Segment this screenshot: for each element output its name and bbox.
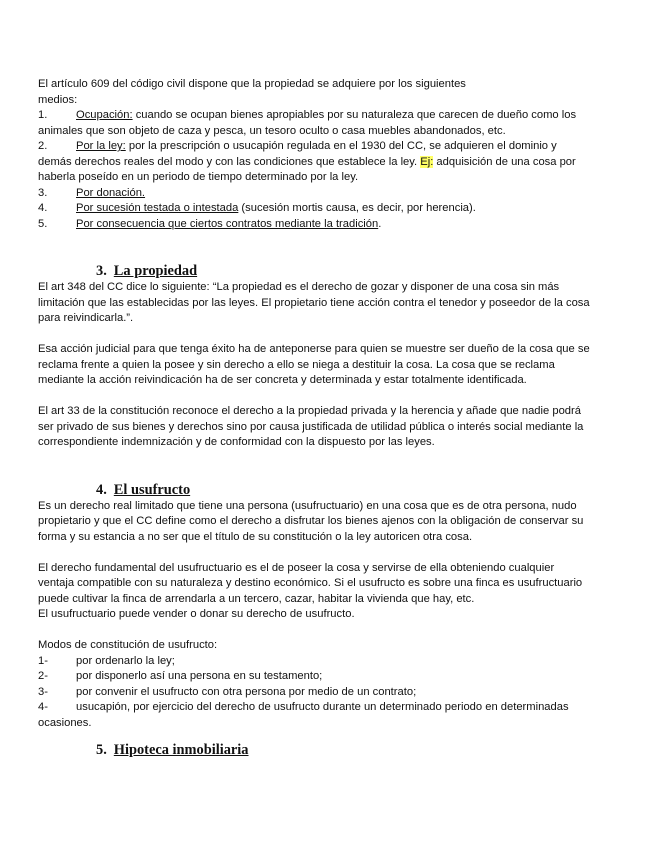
list-continuation: haberla poseído en un periodo de tiempo determinado por la ley. [38,171,359,183]
list-item [38,217,628,233]
section-number: 4. [96,481,107,498]
list-label: Por consecuencia que ciertos contratos mediante la tradición [76,217,379,230]
list-item [38,186,628,202]
list-text: por la prescripción o usucapión regulada en el 1930 del CC, se adquieren el dominio y [125,140,557,152]
list-label: Por donación. [76,186,146,199]
list-number: 3. [38,186,48,199]
paragraph-line: forma y su estancia a no ser que el título de su constitución o la ley autoricen otra cosa. [38,530,473,543]
list-number: 2- [38,670,48,682]
paragraph [38,342,628,389]
modos-list [38,654,628,732]
list-continuation [38,155,628,171]
list-item [38,669,628,685]
paragraph-line: mediante la acción reivindicación ha de ser concreta y determinada y estar totalmente identificada. [38,374,527,386]
section-number: 5. [96,742,107,758]
list-label: Ocupación: [76,109,133,121]
section-title: La propiedad [113,263,198,279]
intro-paragraph [38,77,628,108]
list-text: por disponerlo así una persona en su testamento; [76,670,323,682]
paragraph-line: El art 348 del CC dice lo siguiente: “La propiedad es el derecho de gozar y disponer de una cosa sin más [38,281,560,293]
list-text: por ordenarlo la ley; [76,654,175,667]
paragraph-line: para reivindicarla.”. [38,312,134,324]
list-number: 1. [38,109,48,121]
section-number: 3. [96,263,107,279]
paragraph-line: ventaja compatible con su naturaleza y destino económico. Si el usufructo es sobre una finca es usufructuario [38,577,583,589]
paragraph-line: limitación que las establecidas por las leyes. El propietario tiene acción contra el tenedor y poseedor de la cosa [38,296,590,309]
paragraph-line: El art 33 de la constitución reconoce el derecho a la propiedad privada y la herencia y añade que nadie podrá [38,405,581,417]
section-title: Hipoteca inmobiliaria [113,742,249,758]
paragraph [38,404,628,451]
list-text: (sucesión mortis causa, es decir, por herencia). [238,202,476,214]
list-item [38,139,628,155]
paragraph-line: El derecho fundamental del usufructuario es el de poseer la cosa y servirse de ella obteniendo cualquier [38,561,555,574]
intro-line-1: El artículo 609 del código civil dispone que la propiedad se adquiere por los siguientes [38,78,466,90]
list-label: Por sucesión testada o intestada [76,202,239,214]
section-heading-propiedad [96,262,628,280]
list-item [38,654,628,670]
list-text: . [378,217,382,230]
document-page [38,77,628,759]
paragraph-line: Esa acción judicial para que tenga éxito ha de anteponerse para quien se muestre ser dueño de la cosa que se [38,343,590,355]
list-item [38,201,628,217]
intro-line-2: medios: [38,93,78,106]
paragraph-line: puede cultivar la finca de arrendarla a un tercero, cazar, habitar la vivienda que hay, etc. [38,592,475,605]
paragraph-line: correspondiente indemnización y de conformidad con la dispuesto por las leyes. [38,436,435,448]
paragraph-line: Es un derecho real limitado que tiene una persona (usufructuario) en una cosa que es de otra persona, nudo [38,499,577,512]
list-number: 4. [38,202,48,214]
section-heading-usufructo [96,481,628,499]
list-item [38,108,628,124]
modos-title: Modos de constitución de usufructo: [38,639,218,651]
section-heading-hipoteca [96,741,628,759]
paragraph-line: El usufructuario puede vender o donar su derecho de usufructo. [38,608,355,620]
list-text: usucapión, por ejercicio del derecho de usufructo durante un determinado periodo en determinadas [76,701,569,713]
list-continuation-text: demás derechos reales del modo y con las condiciones que establece la ley. [38,155,421,168]
list-continuation: ocasiones. [38,716,92,729]
list-number: 2. [38,140,48,152]
list-continuation: animales que son objeto de caza y pesca, un tesoro oculto o casa muebles abandonados, etc. [38,124,506,137]
paragraph [38,280,628,327]
section-title: El usufructo [113,481,191,498]
paragraph [38,561,628,623]
paragraph-line: reclama frente a quien la posee y sin derecho a ello se niega a destituir la cosa. La cosa que se reclama [38,358,555,371]
list-number: 5. [38,217,48,230]
list-text: por convenir el usufructo con otra persona por medio de un contrato; [76,685,417,698]
paragraph [38,499,628,546]
list-label: Por la ley: [76,140,126,152]
list-item [38,700,628,716]
list-continuation-after: adquisición de una cosa por [433,155,576,168]
list-text: cuando se ocupan bienes apropiables por su naturaleza que carecen de dueño como los [132,109,577,121]
paragraph-line: ser privado de sus bienes y derechos sino por causa justificada de utilidad pública o interés social mediante la [38,420,584,433]
list-item [38,685,628,701]
list-number: 3- [38,685,48,698]
paragraph-line: propietario y que el CC define como el derecho a disfrutar los bienes ajenos con la obligación de conservar su [38,515,584,527]
highlighted-example: Ej: [420,155,434,168]
medios-list [38,108,628,232]
list-number: 4- [38,701,48,713]
list-number: 1- [38,654,48,667]
